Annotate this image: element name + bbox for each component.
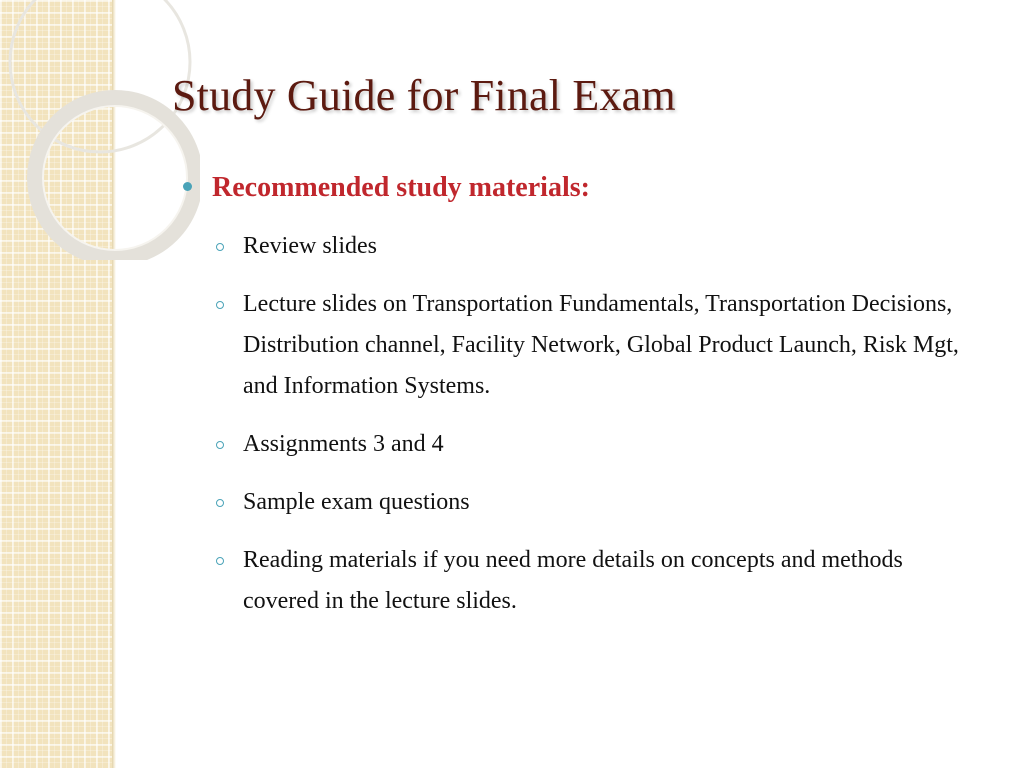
ring-bullet-icon — [216, 243, 224, 251]
ring-bullet-icon — [216, 301, 224, 309]
list-item-text: Assignments 3 and 4 — [243, 431, 444, 457]
list-item — [180, 424, 980, 465]
bullet-dot-icon — [183, 182, 192, 191]
main-bullet-label: Recommended study materials: — [212, 172, 590, 203]
thick-ring-highlight — [43, 106, 187, 250]
list-item — [180, 540, 980, 622]
list-item-text: Sample exam questions — [243, 489, 470, 515]
list-item — [180, 482, 980, 523]
list-item — [180, 226, 980, 267]
list-item-text: Review slides — [243, 233, 377, 259]
main-bullet — [180, 170, 980, 206]
slide-title: Study Guide for Final Exam — [172, 71, 676, 120]
study-materials-list — [180, 226, 980, 622]
large-ring — [10, 0, 190, 152]
slide-body — [180, 170, 980, 639]
list-item — [180, 284, 980, 407]
decorative-rings — [0, 0, 200, 260]
ring-bullet-icon — [216, 557, 224, 565]
ring-bullet-icon — [216, 441, 224, 449]
list-item-text: Lecture slides on Transportation Fundamentals, Transportation Decisions, Distribution channel, Facility Network, Global Product Launch, Risk Mgt, and Information Systems. — [243, 291, 959, 399]
ring-bullet-icon — [216, 499, 224, 507]
list-item-text: Reading materials if you need more details on concepts and methods covered in the lecture slides. — [243, 547, 903, 614]
thick-ring — [35, 98, 195, 258]
